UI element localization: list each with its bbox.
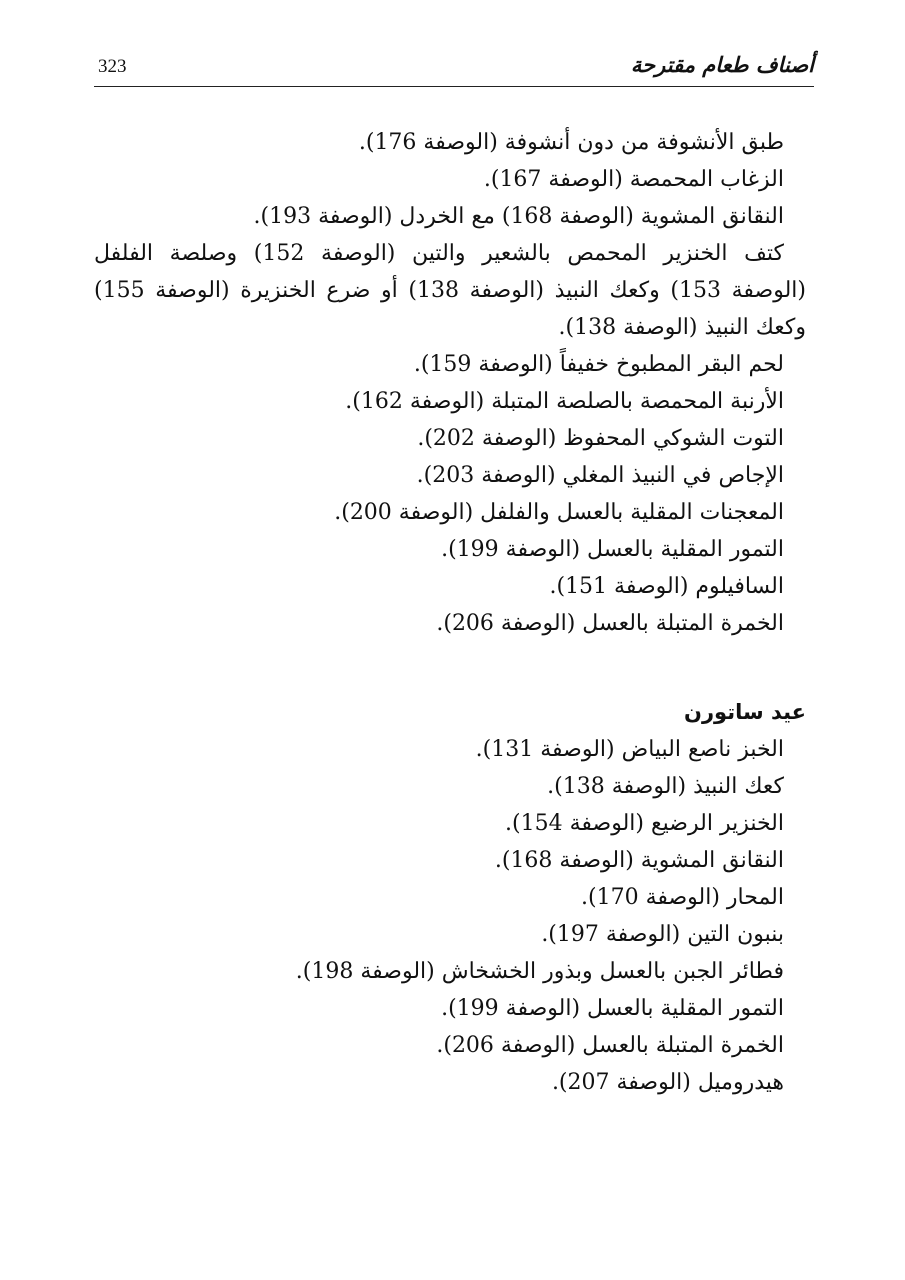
list-item: التوت الشوكي المحفوظ (الوصفة 202). bbox=[417, 426, 784, 451]
list-item: المحار (الوصفة 170). bbox=[581, 885, 784, 910]
list-item: الخنزير الرضيع (الوصفة 154). bbox=[505, 811, 784, 836]
list-item: السافيلوم (الوصفة 151). bbox=[549, 574, 784, 599]
list-item: الخبز ناصع البياض (الوصفة 131). bbox=[475, 737, 784, 762]
list-item: الخمرة المتبلة بالعسل (الوصفة 206). bbox=[436, 1033, 784, 1058]
list-item: هيدروميل (الوصفة 207). bbox=[551, 1070, 784, 1095]
list-item: التمور المقلية بالعسل (الوصفة 199). bbox=[441, 996, 784, 1021]
list-item: فطائر الجبن بالعسل وبذور الخشخاش (الوصفة 198). bbox=[295, 959, 784, 984]
menu-paragraph: كتف الخنزير المحمص بالشعير والتين (الوصفة 152) وصلصة الفلفل (الوصفة 153) وكعك النبيذ (الوصفة 138) أو ضرع الخنزيرة (الوصفة 155) وكعك النبيذ (الوصفة 138). bbox=[94, 241, 806, 340]
list-item: الخمرة المتبلة بالعسل (الوصفة 206). bbox=[436, 611, 784, 636]
list-item: الأرنبة المحمصة بالصلصة المتبلة (الوصفة 162). bbox=[345, 389, 784, 414]
running-title: أصناف طعام مقترحة bbox=[630, 52, 814, 77]
list-item: الزغاب المحمصة (الوصفة 167). bbox=[483, 167, 784, 192]
header-rule bbox=[94, 86, 814, 87]
section-heading: عيد ساتورن bbox=[684, 700, 806, 724]
list-item: النقانق المشوية (الوصفة 168). bbox=[494, 848, 784, 873]
page-content bbox=[94, 124, 806, 1101]
page-header bbox=[94, 52, 814, 86]
list-item: المعجنات المقلية بالعسل والفلفل (الوصفة 200). bbox=[334, 500, 784, 525]
list-item: لحم البقر المطبوخ خفيفاً (الوصفة 159). bbox=[413, 352, 784, 377]
list-item: طبق الأنشوفة من دون أنشوفة (الوصفة 176). bbox=[358, 130, 784, 155]
list-item: كعك النبيذ (الوصفة 138). bbox=[547, 774, 784, 799]
list-item: النقانق المشوية (الوصفة 168) مع الخردل (الوصفة 193). bbox=[253, 204, 784, 229]
list-item: بنبون التين (الوصفة 197). bbox=[541, 922, 784, 947]
list-item: الإجاص في النبيذ المغلي (الوصفة 203). bbox=[416, 463, 784, 488]
page-number: 323 bbox=[98, 56, 127, 77]
list-item: التمور المقلية بالعسل (الوصفة 199). bbox=[441, 537, 784, 562]
